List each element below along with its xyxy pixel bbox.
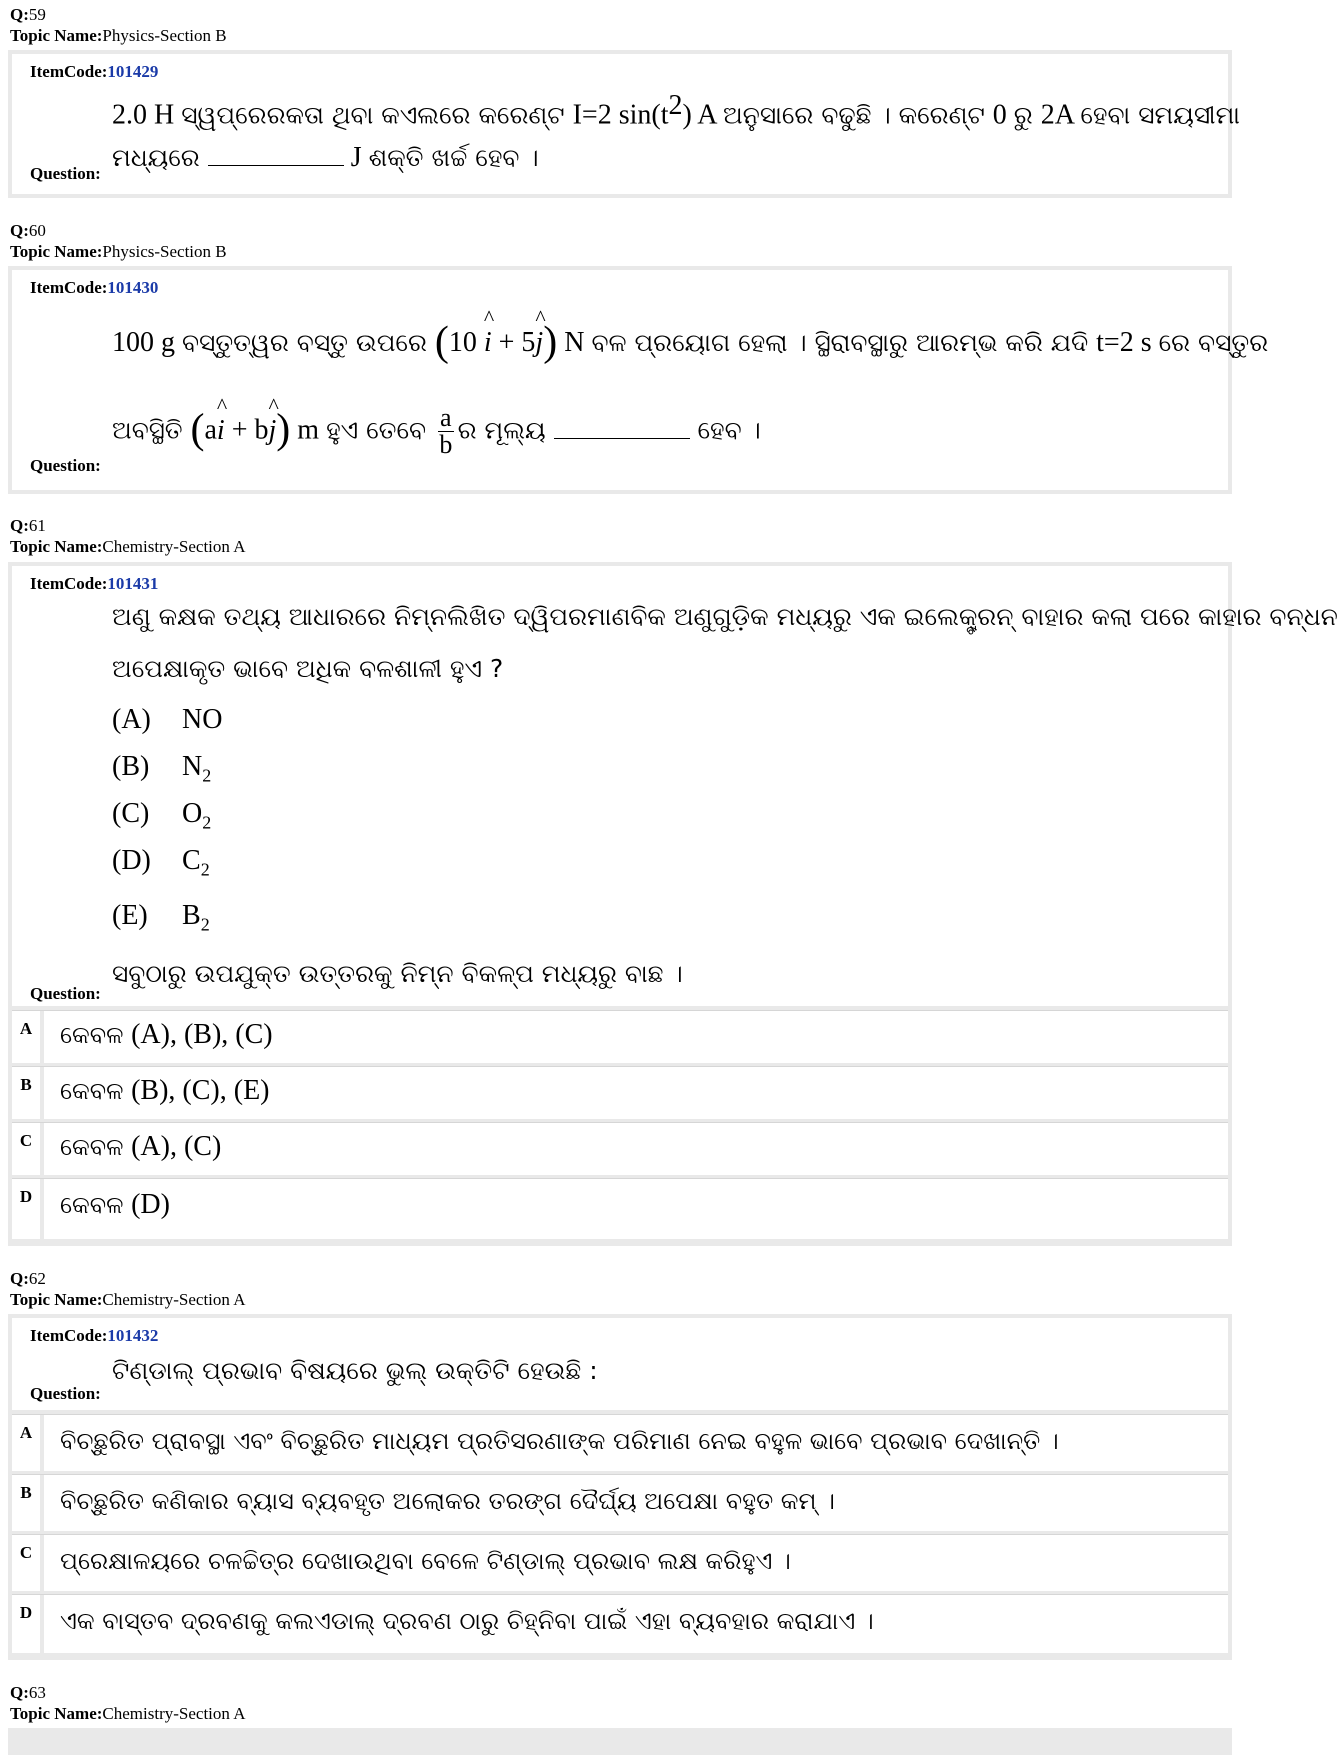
choice-text: ବିଚ୍ଛୁରିତ ପ୍ରାବସ୍ଥା ଏବଂ ବିଚ୍ଛୁରିତ ମାଧ୍ୟମ ପ୍ରତିସରଣାଙ୍କ ପରିମାଣ ନେଇ ବହୁଳ ଭାବେ ପ୍ରଭାବ ଦେଖାନ୍ତି । — [60, 1427, 1059, 1455]
question-number: 60 — [28, 221, 46, 240]
question-header-59 — [10, 4, 227, 46]
choice-a[interactable] — [12, 1010, 1228, 1063]
topic-name: Physics-Section B — [102, 242, 227, 261]
choice-d[interactable] — [12, 1594, 1228, 1653]
itemcode: ItemCode:101432 — [30, 1326, 159, 1345]
question-box-59 — [8, 50, 1240, 198]
choice-b[interactable] — [12, 1474, 1228, 1531]
question-number: 61 — [28, 516, 46, 535]
answer-blank — [554, 438, 690, 439]
topic-name: Physics-Section B — [102, 26, 227, 45]
choice-letter: B — [12, 1067, 44, 1119]
question-panel — [12, 270, 1269, 490]
question-number: 62 — [28, 1269, 46, 1288]
question-label: Question: — [30, 164, 101, 183]
choice-letter: A — [12, 1415, 44, 1471]
q-label: Q: — [10, 5, 29, 24]
choice-text: କେବଳ (A), (C) — [60, 1131, 222, 1162]
question-box-62 — [8, 1314, 1232, 1660]
question-box-63 — [8, 1728, 1232, 1755]
question-line-2: ମଧ୍ୟରେ J ଶକ୍ତି ଖର୍ଚ୍ଚ ହେବ । — [112, 142, 539, 173]
choice-letter: D — [12, 1179, 44, 1239]
itemcode: ItemCode:101430 — [30, 278, 159, 297]
choice-letter: A — [12, 1011, 44, 1063]
itemcode: ItemCode:101431 — [30, 574, 159, 593]
question-label: Question: — [30, 456, 101, 475]
topic-name: Chemistry-Section A — [102, 1290, 246, 1309]
itemcode-value: 101430 — [107, 278, 159, 297]
question-line-1: ଟିଣ୍ଡାଲ୍ ପ୍ରଭାବ ବିଷୟରେ ଭୁଲ୍ ଉକ୍ତିଟି ହେଉଛି : — [112, 1356, 598, 1385]
question-line-1: 2.0 H ସ୍ୱପ୍ରେରକତା ଥିବା କଏଲରେ କରେଣ୍ଟ I=2 $\sin(t^2)$ A ଅନୁସାରେ ବଢୁଛି । କରେଣ୍ଟ 0 ରୁ 2A ହେବା ସମୟସୀମା — [112, 90, 1240, 131]
question-header-63: Q:63 Topic Name:Chemistry-Section A — [10, 1683, 246, 1723]
choice-text: ପ୍ରେକ୍ଷାଳୟରେ ଚଳଚ୍ଚିତ୍ର ଦେଖାଉଥିବା ବେଳେ ଟିଣ୍ଡାଲ୍ ପ୍ରଭାବ ଲକ୍ଷ କରିହୁଏ । — [60, 1547, 791, 1575]
statement-b: (B) $N_2$ — [112, 751, 212, 786]
choice-text: ବିଚ୍ଛୁରିତ କଣିକାର ବ୍ୟାସ ବ୍ୟବହୃତ ଅଲୋକର ତରଙ୍ଗ ଦୈର୍ଘ୍ୟ ଅପେକ୍ଷା ବହୁତ କମ୍ । — [60, 1487, 835, 1515]
choice-text: କେବଳ (A), (B), (C) — [60, 1019, 273, 1050]
question-line-1: ଅଣୁ କକ୍ଷକ ତଥ୍ୟ ଆଧାରରେ ନିମ୍ନଲିଖିତ ଦ୍ୱିପରମାଣବିକ ଅଣୁଗୁଡ଼ିକ ମଧ୍ୟରୁ ଏକ ଇଲେକ୍ଟ୍ରନ୍ ବାହାର କଲା ପରେ କାହାର ବନ୍ଧନ — [112, 602, 1338, 631]
question-instruction: ସବୁଠାରୁ ଉପଯୁକ୍ତ ଉତ୍ତରକୁ ନିମ୍ନ ବିକଳ୍ପ ମଧ୍ୟରୁ ବାଛ । — [112, 959, 683, 988]
choice-text: କେବଳ (D) — [60, 1189, 170, 1220]
choice-text: ଏକ ବାସ୍ତବ ଦ୍ରବଣକୁ କଲଏଡାଲ୍ ଦ୍ରବଣ ଠାରୁ ଚିହ୍ନିବା ପାଇଁ ଏହା ବ୍ୟବହାର କରାଯାଏ । — [60, 1607, 874, 1635]
question-header-62: Q:62 Topic Name:Chemistry-Section A — [10, 1269, 246, 1309]
itemcode-value: 101431 — [107, 574, 159, 593]
choice-letter: C — [12, 1535, 44, 1591]
question-label: Question: — [30, 1384, 101, 1403]
topic-name: Chemistry-Section A — [102, 537, 246, 556]
question-line-1: 100 g ବସ୍ତୁତ୍ୱର ବସ୍ତୁ ଉପରେ (10 ^ i + 5^ j) N ବଳ ପ୍ରୟୋଗ ହେଲା । ସ୍ଥିରାବସ୍ଥାରୁ ଆରମ୍ଭ କରି ଯଦି t=2 s ରେ ବସ୍ତୁର — [112, 318, 1268, 366]
choice-letter: C — [12, 1123, 44, 1175]
choice-c[interactable] — [12, 1122, 1228, 1175]
itemcode-value: 101432 — [107, 1326, 159, 1345]
answer-blank — [208, 165, 344, 166]
choice-b[interactable] — [12, 1066, 1228, 1119]
choice-c[interactable] — [12, 1534, 1228, 1591]
question-box-61 — [8, 562, 1338, 1246]
question-header-61: Q:61 Topic Name:Chemistry-Section A — [10, 516, 246, 556]
statement-e: (E) $B_2$ — [112, 900, 210, 935]
question-line-2: ଅପେକ୍ଷାକୃତ ଭାବେ ଅଧିକ ବଳଶାଳୀ ହୁଏ ? — [112, 654, 504, 683]
itemcode: ItemCode:101429 — [30, 62, 159, 81]
statement-d: (D) $C_2$ — [112, 845, 210, 880]
fraction: $\frac{a}{b}$ — [439, 403, 453, 459]
question-box-60 — [8, 266, 1269, 494]
question-label: Question: — [30, 984, 101, 1003]
question-panel — [12, 1318, 1228, 1410]
statement-c: (C) $O_2$ — [112, 798, 212, 833]
choice-letter: B — [12, 1475, 44, 1531]
choice-d[interactable] — [12, 1178, 1228, 1239]
question-header-60: Q:60 Topic Name:Physics-Section B — [10, 221, 227, 261]
question-number: 63 — [28, 1683, 46, 1702]
choice-text: କେବଳ (B), (C), (E) — [60, 1075, 270, 1106]
question-line-2: ଅବସ୍ଥିତି (a^ i + b^ j) m ହୁଏ ତେବେ $\frac{a}{b}$ ର ମୂଲ୍ୟ ହେବ । — [112, 405, 761, 458]
itemcode-value: 101429 — [107, 62, 159, 81]
topic-name: Chemistry-Section A — [102, 1704, 246, 1723]
choice-a[interactable] — [12, 1414, 1228, 1471]
choice-letter: D — [12, 1595, 44, 1653]
question-panel — [12, 566, 1338, 1006]
question-panel — [12, 54, 1240, 194]
statement-a: (A) NO — [112, 704, 223, 735]
question-number: 59 — [28, 5, 46, 24]
topic-label: Topic Name: — [10, 26, 103, 45]
